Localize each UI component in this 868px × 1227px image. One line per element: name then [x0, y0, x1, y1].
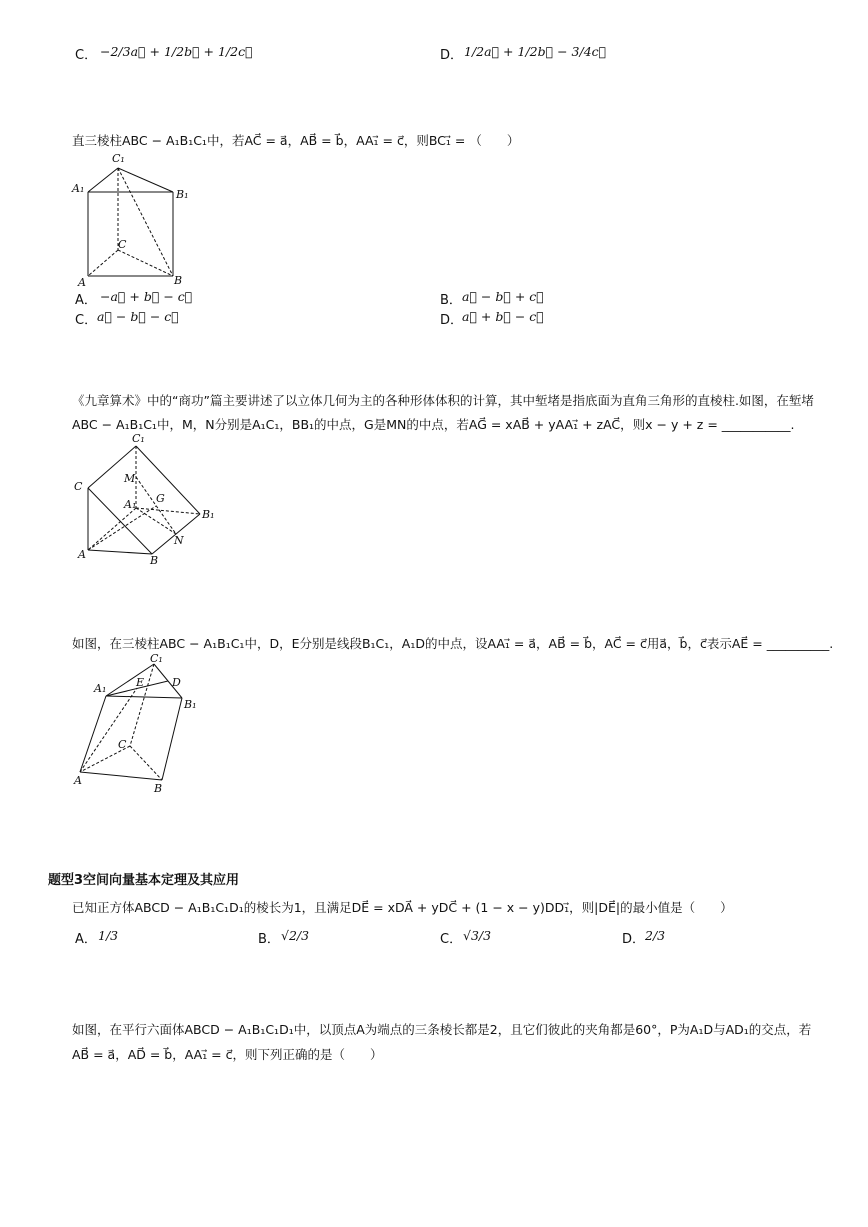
q3-label-a1: A₁	[94, 682, 107, 695]
q2-label-g: G	[156, 492, 165, 505]
prev-option-c-label: C．	[75, 48, 98, 63]
q2-label-b1: B₁	[202, 508, 215, 521]
q1-label-b1: B₁	[176, 188, 189, 201]
q1-option-c-label: C．	[75, 313, 98, 328]
q2-label-m: M	[124, 472, 136, 485]
q5-stem-line1: 如图，在平行六面体ABCD − A₁B₁C₁D₁中，以顶点A为端点的三条棱长都是2，且它们彼此的夹角都是60°，P为A₁D与AD₁的交点，若	[72, 1022, 812, 1037]
q3-label-c: C	[118, 738, 127, 751]
section-title: 题型3空间向量基本定理及其应用	[48, 873, 240, 888]
q5-stem-line2: AB⃗ = a⃗，AD⃗ = b⃗，AA₁⃗ = c⃗，则下列正确的是（ ）	[72, 1047, 383, 1062]
prev-option-d-label: D．	[440, 48, 464, 63]
q1-option-a-expr: −a⃗ + b⃗ − c⃗	[100, 289, 193, 304]
q1-label-c1: C₁	[112, 152, 125, 165]
q4-stem: 已知正方体ABCD − A₁B₁C₁D₁的棱长为1，且满足DE⃗ = xDA⃗ + yDC⃗ + (1 − x − y)DD₁⃗，则|DE⃗|的最小值是（ ）	[72, 900, 733, 915]
q3-label-d: D	[172, 676, 181, 689]
q3-figure-prism	[70, 652, 210, 798]
q4-option-a-label: A．	[75, 932, 97, 947]
q2-stem-line1: 《九章算术》中的“商功”篇主要讲述了以立体几何为主的各种形体体积的计算，其中堑堵是指底面为直角三角形的直棱柱.如图，在堑堵	[72, 393, 814, 408]
q4-option-a-expr: 1/3	[98, 928, 119, 943]
q2-label-c: C	[74, 480, 83, 493]
q1-option-a-label: A．	[75, 293, 97, 308]
q2-label-n: N	[174, 534, 184, 547]
q4-option-b-label: B．	[258, 932, 280, 947]
prev-option-d-expr: 1/2a⃗ + 1/2b⃗ − 3/4c⃗	[464, 44, 607, 59]
q1-option-c-expr: a⃗ − b⃗ − c⃗	[97, 309, 179, 324]
q2-label-b: B	[150, 554, 159, 567]
q1-label-a1: A₁	[72, 182, 85, 195]
q2-label-a: A	[78, 548, 86, 561]
q1-option-d-label: D．	[440, 313, 464, 328]
q4-option-d-expr: 2/3	[645, 928, 666, 943]
q1-label-b: B	[174, 274, 183, 287]
q4-option-b-expr: √2/3	[281, 928, 310, 943]
q3-label-c1: C₁	[150, 652, 163, 665]
q2-figure-prism	[70, 432, 220, 568]
q3-label-e: E	[136, 676, 145, 689]
q1-label-a: A	[78, 276, 86, 289]
q1-option-b-label: B．	[440, 293, 462, 308]
prev-option-c-expr: −2/3a⃗ + 1/2b⃗ + 1/2c⃗	[100, 44, 253, 59]
q2-label-a1: A₁	[124, 498, 137, 511]
q1-figure-prism	[70, 148, 200, 290]
q2-stem-line2: ABC − A₁B₁C₁中，M，N分别是A₁C₁，BB₁的中点，G是MN的中点，若AG⃗ = xAB⃗ + yAA₁⃗ + zAC⃗，则x − y + z = ___________.	[72, 417, 795, 432]
q1-option-b-expr: a⃗ − b⃗ + c⃗	[462, 289, 544, 304]
q1-option-d-expr: a⃗ + b⃗ − c⃗	[462, 309, 544, 324]
q4-option-d-label: D．	[622, 932, 646, 947]
q4-option-c-expr: √3/3	[463, 928, 492, 943]
q3-label-b1: B₁	[184, 698, 197, 711]
q3-stem: 如图，在三棱柱ABC − A₁B₁C₁中，D，E分别是线段B₁C₁，A₁D的中点，设AA₁⃗ = a⃗，AB⃗ = b⃗，AC⃗ = c⃗用a⃗，b⃗，c⃗表示AE⃗ = __________.	[72, 636, 834, 651]
q4-option-c-label: C．	[440, 932, 463, 947]
q3-label-b: B	[154, 782, 163, 795]
q2-label-c1: C₁	[132, 432, 145, 445]
q3-label-a: A	[74, 774, 82, 787]
q1-label-c: C	[118, 238, 127, 251]
q1-stem: 直三棱柱ABC − A₁B₁C₁中，若AC⃗ = a⃗，AB⃗ = b⃗，AA₁⃗ = c⃗，则BC₁⃗ = （ ）	[72, 133, 520, 148]
